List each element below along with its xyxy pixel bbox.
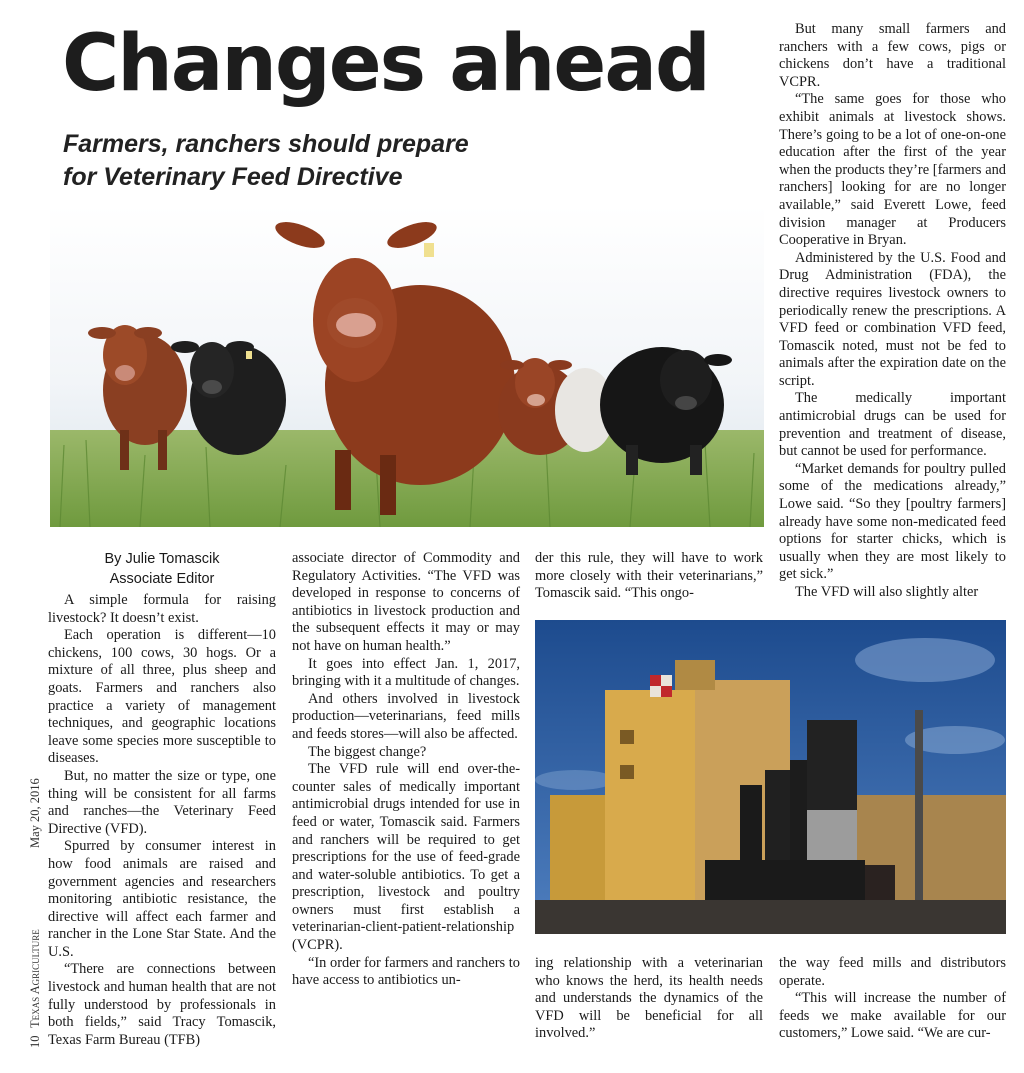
paragraph: “There are connections between livestock and human health that are not fully understood by professionals in both fields,” said Tracy Tomascik, Texas Farm Bureau (TFB) — [48, 961, 276, 1048]
issue-date: May 20, 2016 — [28, 778, 42, 848]
paragraph: The medically important antimicrobial drugs can be used for prevention and treatment of disease, but cannot be used for performance. — [779, 390, 1006, 460]
page-number: 10 — [28, 1035, 42, 1048]
paragraph: Administered by the U.S. Food and Drug Administration (FDA), the directive requires livestock owners to periodically renew the prescriptions. A VFD feed or combination VFD feed, Tomascik noted, must not be fed to animals after the expiration date on the script. — [779, 249, 1006, 389]
article-column-3-bottom — [535, 955, 763, 1043]
paragraph: But many small farmers and ranchers with a few cows, pigs or chickens don’t have a traditional VCPR. — [779, 21, 1006, 90]
paragraph: The VFD rule will end over-the-counter sales of medically important antimicrobial drugs intended for use in feed or water, Tomascik said. Farmers and ranchers will be required to get prescriptions for the use of feed-grade and water-soluble antibiotics. To get a prescription, livestock and poultry owners must first establish a veterinarian-client-patient-relationship (VCPR). — [292, 761, 520, 954]
feed-mill-photo — [535, 620, 1006, 934]
subheadline-line-2: for Veterinary Feed Directive — [63, 163, 403, 191]
subheadline-line-1: Farmers, ranchers should prepare — [63, 130, 469, 158]
page-folio — [28, 780, 48, 1050]
byline-name: By Julie Tomascik — [104, 551, 220, 567]
publication-name: Texas Agriculture — [28, 929, 42, 1028]
cattle-photo — [50, 205, 764, 527]
paragraph: The biggest change? — [308, 743, 427, 760]
byline-title: Associate Editor — [109, 571, 215, 587]
paragraph: And others involved in livestock production—veterinarians, feed mills and feeds stores—will also be affected. — [292, 690, 520, 742]
paragraph: der this rule, they will have to work more closely with their veterinarians,” Tomascik said. “This ongo- — [535, 550, 763, 602]
article-column-4-top — [779, 21, 1006, 602]
article-column-3-top — [535, 550, 763, 603]
paragraph: the way feed mills and distributors operate. — [779, 955, 1006, 989]
paragraph: “Market demands for poultry pulled some of the medications already,” Lowe said. “So they [poultry farmers] already have some non-medicated feed options for starter chicks, which is usually when they are most likely to get sick.” — [779, 460, 1006, 583]
paragraph: But, no matter the size or type, one thing will be consistent for all farms and ranches—the Veterinary Feed Directive (VFD). — [48, 767, 276, 837]
headline: Changes ahead — [62, 19, 709, 109]
paragraph: “In order for farmers and ranchers to have access to antibiotics un- — [292, 954, 520, 989]
article-column-1 — [48, 550, 276, 1049]
paragraph: Spurred by consumer interest in how food animals are raised and government agencies and researchers monitoring antibiotic resistance, the directive will affect each farmer and rancher in the Lone Star State. And the U.S. — [48, 838, 276, 960]
paragraph: A simple formula for raising livestock? It doesn’t exist. — [48, 592, 276, 626]
paragraph: The VFD will also slightly alter — [795, 584, 979, 600]
paragraph: It goes into effect Jan. 1, 2017, bringing with it a multitude of changes. — [292, 655, 520, 690]
article-column-4-bottom — [779, 955, 1006, 1043]
paragraph: “This will increase the number of feeds we make available for our customers,” Lowe said. “We are cur- — [779, 990, 1006, 1042]
article-column-2 — [292, 550, 520, 990]
paragraph: “The same goes for those who exhibit animals at livestock shows. There’s going to be a lot of one-on-one education after the first of the year when the products they’re [farmers and ranchers] looking for are no longer available,” said Everett Lowe, feed division manager at Producers Cooperative in Bryan. — [779, 91, 1006, 249]
paragraph: ing relationship with a veterinarian who knows the herd, its health needs and understands the dynamics of the VFD will be beneficial for all involved.” — [535, 955, 763, 1042]
subheadline — [63, 128, 469, 194]
paragraph: Each operation is different—10 chickens, 100 cows, 30 hogs. Or a mixture of all three, plus sheep and goats. Farmers and ranchers also practice a variety of management techniques, and geographic locations leave some species more susceptible to diseases. — [48, 627, 276, 767]
paragraph: associate director of Commodity and Regulatory Activities. “The VFD was developed in response to concerns of antibiotics in livestock production and the subsequent effects it may or may not have on human health.” — [292, 550, 520, 654]
